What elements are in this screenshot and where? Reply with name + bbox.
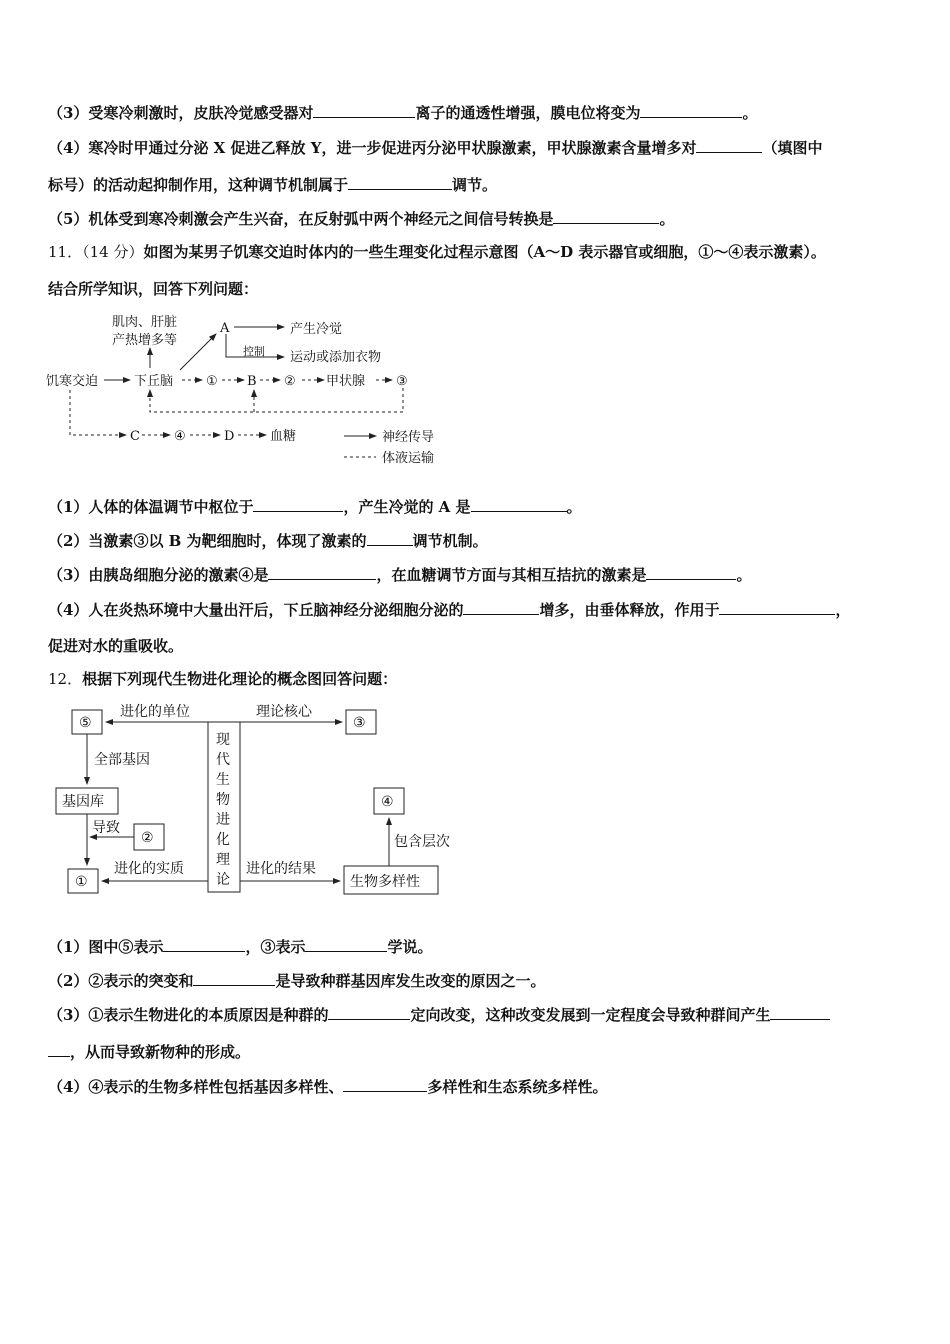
hunger-cold-label: 饥寒交迫 xyxy=(46,374,99,389)
q11-stem2: 结合所学知识，回答下列问题： xyxy=(48,280,259,298)
legend-nerve-label: 神经传导 xyxy=(382,430,435,445)
q11-p1: （1）人体的体温调节中枢位于 ，产生冷觉的 A 是 。 xyxy=(48,498,582,516)
unit-label: 进化的单位 xyxy=(120,704,190,720)
answer-blank[interactable] xyxy=(328,1004,410,1020)
answer-blank[interactable] xyxy=(48,1041,70,1057)
q12-p2: （2）②表示的突变和 是导致种群基因库发生改变的原因之一。 xyxy=(48,972,546,990)
answer-blank[interactable] xyxy=(348,174,452,190)
q11-p3: （3）由胰岛细胞分泌的激素④是 ，在血糖调节方面与其相互拮抗的激素是 。 xyxy=(48,566,752,584)
answer-blank[interactable] xyxy=(719,599,835,615)
node-B: B xyxy=(247,374,257,389)
q11-stem: 11．（14 分）如图为某男子饥寒交迫时体内的一些生理变化过程示意图（A～D 表示器官或细胞，①～④表示激素）。 xyxy=(48,243,826,261)
result-label: 进化的结果 xyxy=(246,861,316,877)
answer-blank[interactable] xyxy=(313,102,415,118)
q12-p1: （1）图中⑤表示 ，③表示 学说。 xyxy=(48,938,433,956)
hormone-3: ③ xyxy=(396,374,408,389)
center-char: 进 xyxy=(216,812,230,828)
answer-blank[interactable] xyxy=(696,137,762,153)
q10-p4: （4）寒冷时甲通过分泌 X 促进乙释放 Y，进一步促进丙分泌甲状腺激素，甲状腺激素含量增多对 （填图中 xyxy=(48,139,823,157)
q10-p4-line2: 标号）的活动起抑制作用，这种调节机制属于 调节。 xyxy=(48,176,498,194)
q12-stem: 12．根据下列现代生物进化理论的概念图回答问题： xyxy=(48,670,398,688)
answer-blank[interactable] xyxy=(640,102,742,118)
exercise-label: 运动或添加衣物 xyxy=(290,350,382,365)
q11-p2: （2）当激素③以 B 为靶细胞时，体现了激素的 调节机制。 xyxy=(48,532,488,550)
biodiversity-label: 生物多样性 xyxy=(350,874,420,890)
node-2: ② xyxy=(141,830,154,846)
blood-sugar-label: 血糖 xyxy=(270,429,297,444)
q11-diagram xyxy=(40,308,460,470)
center-char: 论 xyxy=(216,872,230,888)
answer-blank[interactable] xyxy=(343,1076,427,1092)
levels-label: 包含层次 xyxy=(394,834,450,850)
answer-blank[interactable] xyxy=(770,1004,830,1020)
hormone-2: ② xyxy=(284,374,296,389)
legend-fluid-label: 体液运输 xyxy=(382,451,435,466)
answer-blank[interactable] xyxy=(305,936,387,952)
node-3: ③ xyxy=(353,715,366,731)
q12-diagram xyxy=(50,696,470,900)
answer-blank[interactable] xyxy=(646,564,736,580)
node-C: C xyxy=(130,429,140,444)
q11-p4-line2: 促进对水的重吸收。 xyxy=(48,637,184,655)
node-D: D xyxy=(224,429,235,444)
node-5: ⑤ xyxy=(79,715,92,731)
core-label: 理论核心 xyxy=(256,704,312,720)
thyroid-label: 甲状腺 xyxy=(326,374,366,389)
answer-blank[interactable] xyxy=(253,496,343,512)
center-char: 物 xyxy=(216,792,230,808)
answer-blank[interactable] xyxy=(367,530,413,546)
muscle-liver-label: 肌肉、肝脏 xyxy=(112,315,178,330)
hypothalamus-label: 下丘脑 xyxy=(134,374,174,389)
answer-blank[interactable] xyxy=(163,936,245,952)
answer-blank[interactable] xyxy=(268,564,376,580)
q10-p3: （3）受寒冷刺激时，皮肤冷觉感受器对 离子的通透性增强，膜电位将变为 。 xyxy=(48,104,758,122)
hormone-4: ④ xyxy=(174,429,186,444)
q12-p3-line2: ，从而导致新物种的形成。 xyxy=(48,1041,250,1062)
node-4: ④ xyxy=(381,794,394,810)
all-genes-label: 全部基因 xyxy=(94,752,150,768)
node-A: A xyxy=(220,321,230,336)
answer-blank[interactable] xyxy=(553,208,659,224)
answer-blank[interactable] xyxy=(463,599,539,615)
center-char: 理 xyxy=(216,852,230,868)
hormone-1: ① xyxy=(206,374,218,389)
answer-blank[interactable] xyxy=(193,970,275,986)
q10-p5: （5）机体受到寒冷刺激会产生兴奋，在反射弧中两个神经元之间信号转换是 。 xyxy=(48,210,675,228)
center-char: 代 xyxy=(216,752,230,768)
heat-up-label: 产热增多等 xyxy=(112,333,178,348)
center-char: 现 xyxy=(216,732,230,748)
lead-label: 导致 xyxy=(92,820,120,836)
answer-blank[interactable] xyxy=(471,496,567,512)
cold-feel-label: 产生冷觉 xyxy=(290,322,343,337)
node-1: ① xyxy=(75,874,88,890)
control-label: 控制 xyxy=(243,345,265,358)
q11-p4: （4）人在炎热环境中大量出汗后，下丘脑神经分泌细胞分泌的 增多，由垂体释放，作用于 ， xyxy=(48,601,851,619)
center-char: 化 xyxy=(216,832,230,848)
essence-label: 进化的实质 xyxy=(114,861,184,877)
center-char: 生 xyxy=(216,772,230,788)
q12-p3: （3）①表示生物进化的本质原因是种群的 定向改变，这种改变发展到一定程度会导致种群间产生 xyxy=(48,1004,830,1025)
q12-p4: （4）④表示的生物多样性包括基因多样性、 多样性和生态系统多样性。 xyxy=(48,1078,608,1096)
gene-pool-label: 基因库 xyxy=(62,794,104,810)
